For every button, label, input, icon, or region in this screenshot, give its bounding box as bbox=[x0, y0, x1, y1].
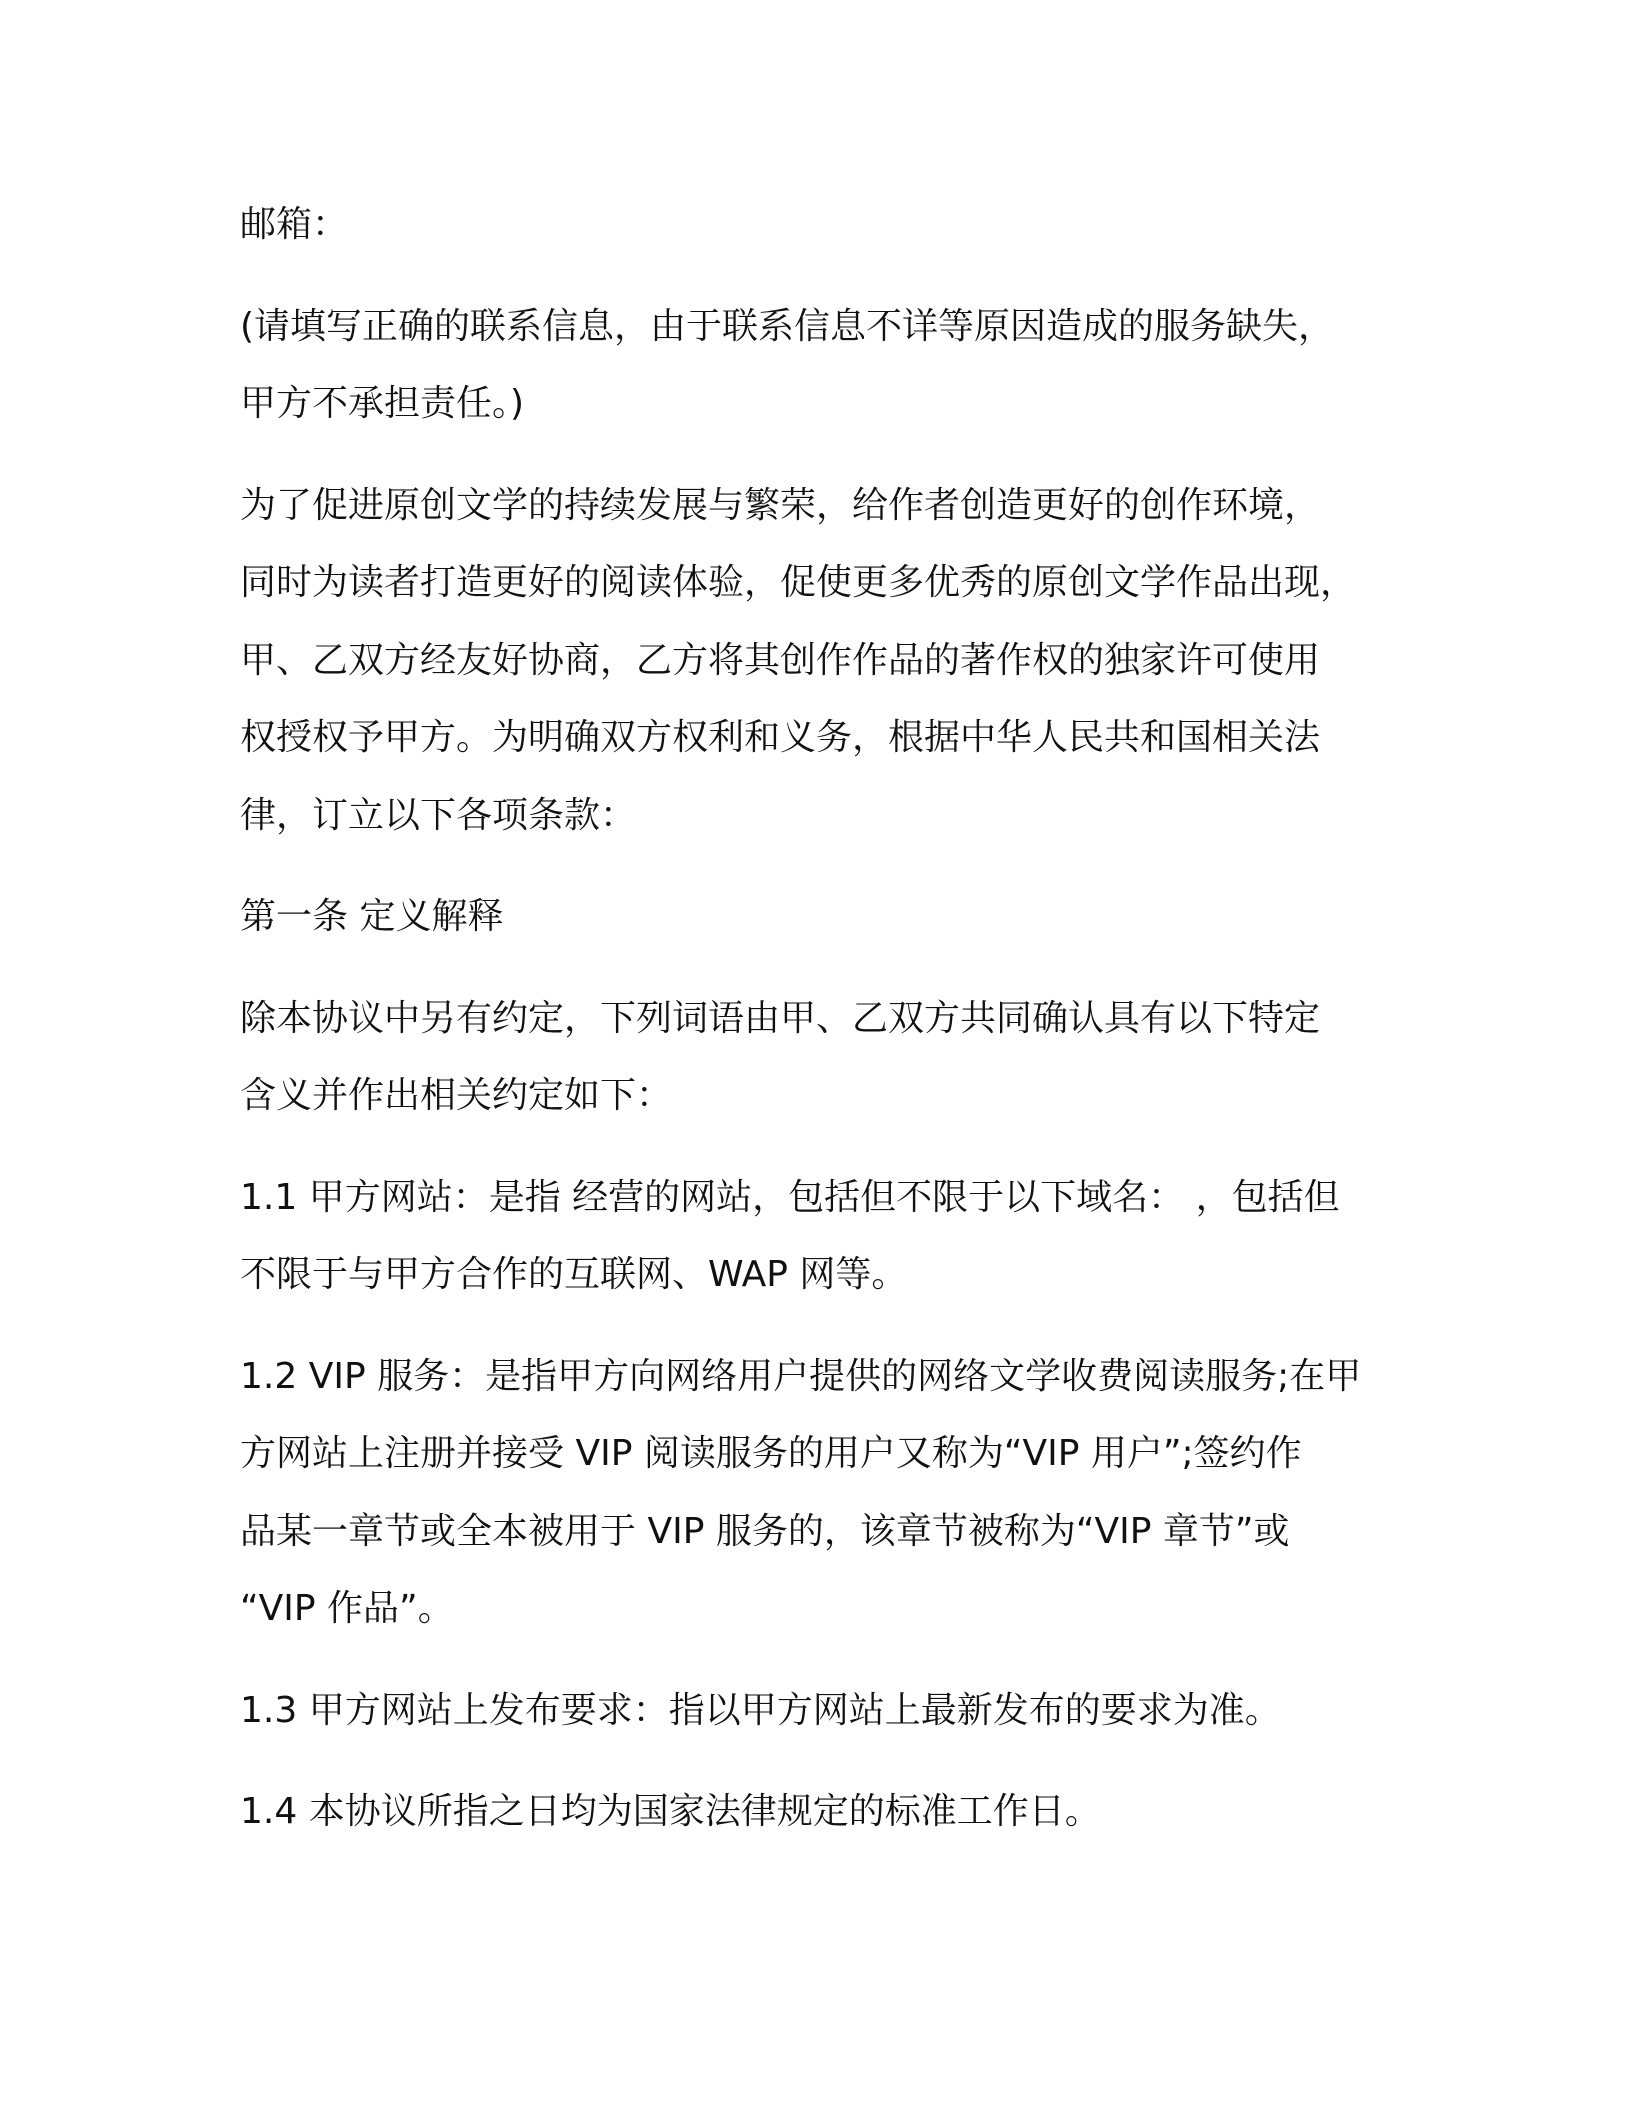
text-line: 第一条 定义解释 bbox=[240, 896, 504, 937]
text-line: 甲、乙双方经友好协商，乙方将其创作作品的著作权的独家许可使用 bbox=[240, 639, 1321, 681]
text-line: 律，订立以下各项条款： bbox=[240, 794, 637, 836]
text-line: 品某一章节或全本被用于 VIP 服务的，该章节被称为“VIP 章节”或 bbox=[240, 1510, 1290, 1552]
text-line: 邮箱： bbox=[240, 204, 349, 245]
text-line: 1.4 本协议所指之日均为国家法律规定的标准工作日。 bbox=[240, 1791, 1101, 1832]
text-line: “VIP 作品”。 bbox=[240, 1588, 454, 1629]
clause-1-1 bbox=[240, 1159, 1390, 1314]
text-line: 同时为读者打造更好的阅读体验，促使更多优秀的原创文学作品出现， bbox=[240, 562, 1357, 603]
email-line bbox=[240, 186, 1390, 264]
article-intro bbox=[240, 980, 1390, 1135]
clause-1-2 bbox=[240, 1338, 1390, 1648]
document-body bbox=[240, 186, 1390, 1875]
text-line: 含义并作出相关约定如下： bbox=[240, 1075, 673, 1116]
text-line: 不限于与甲方合作的互联网、WAP 网等。 bbox=[240, 1254, 908, 1295]
text-line: 为了促进原创文学的持续发展与繁荣，给作者创造更好的创作环境， bbox=[240, 484, 1321, 526]
preamble-paragraph bbox=[240, 467, 1390, 855]
text-line: 1.3 甲方网站上发布要求：指以甲方网站上最新发布的要求为准。 bbox=[240, 1689, 1281, 1731]
clause-1-4 bbox=[240, 1773, 1390, 1851]
text-line: 权授权予甲方。为明确双方权利和义务，根据中华人民共和国相关法 bbox=[240, 717, 1321, 758]
text-line: 1.1 甲方网站：是指 经营的网站，包括但不限于以下域名： ，包括但 bbox=[240, 1176, 1340, 1218]
text-line: 除本协议中另有约定，下列词语由甲、乙双方共同确认具有以下特定 bbox=[240, 997, 1321, 1039]
clause-1-3 bbox=[240, 1672, 1390, 1750]
text-line: 甲方不承担责任。) bbox=[240, 383, 525, 424]
text-line: (请填写正确的联系信息，由于联系信息不详等原因造成的服务缺失， bbox=[240, 305, 1335, 347]
contact-note bbox=[240, 288, 1390, 443]
article-heading bbox=[240, 878, 1390, 956]
text-line: 方网站上注册并接受 VIP 阅读服务的用户又称为“VIP 用户”;签约作 bbox=[240, 1433, 1302, 1474]
text-line: 1.2 VIP 服务：是指甲方向网络用户提供的网络文学收费阅读服务;在甲 bbox=[240, 1355, 1362, 1397]
